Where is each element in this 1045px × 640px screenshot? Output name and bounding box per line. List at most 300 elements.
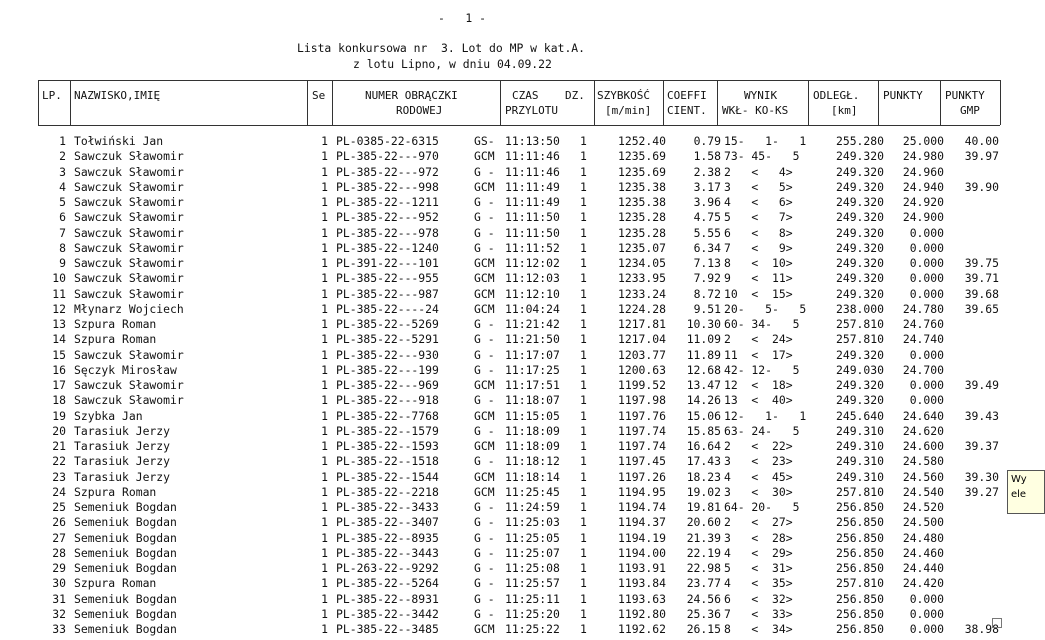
cell-dist: 256.850 xyxy=(835,500,884,514)
cell-ring: PL-385-22---918 xyxy=(336,393,439,408)
cell-pts: 0.000 xyxy=(909,378,944,392)
cell-coef: 3.96 xyxy=(693,195,721,209)
header-time-sub: PRZYLOTU xyxy=(505,104,558,117)
cell-coef: 1.58 xyxy=(693,149,721,164)
cell-wyn: 2 < 24> xyxy=(724,332,793,347)
cell-time: 11:21:50 xyxy=(505,332,560,347)
table-row xyxy=(0,454,1000,469)
cell-mark: G - xyxy=(474,515,495,530)
cell-se: 1 xyxy=(321,240,328,255)
cell-dist: 249.310 xyxy=(835,469,884,484)
cell-coef: 7.92 xyxy=(693,271,721,286)
cell-mark: G - xyxy=(474,195,495,209)
cell-mark: G - xyxy=(474,423,495,438)
cell-se: 1 xyxy=(321,378,328,392)
cell-dz: 1 xyxy=(580,149,587,164)
cell-se: 1 xyxy=(321,423,328,438)
cell-dz: 1 xyxy=(580,347,587,362)
cell-se: 1 xyxy=(321,210,328,225)
cell-coef: 3.17 xyxy=(693,179,721,194)
cell-ring: PL-385-22--5264 xyxy=(336,576,439,591)
cell-lp: 11 xyxy=(52,286,66,301)
cell-name: Tarasiuk Jerzy xyxy=(74,469,171,484)
table-row xyxy=(0,485,1000,500)
page-subtitle: z lotu Lipno, w dniu 04.09.22 xyxy=(353,57,552,71)
cell-dist: 255.280 xyxy=(835,134,884,148)
cell-se: 1 xyxy=(321,149,328,164)
cell-ring: PL-385-22--3433 xyxy=(336,500,439,514)
cell-time: 11:12:03 xyxy=(505,271,560,286)
cell-gmp: 39.37 xyxy=(964,439,999,453)
cell-coef: 11.89 xyxy=(686,347,721,362)
cell-speed: 1235.38 xyxy=(617,179,666,194)
cell-dist: 249.320 xyxy=(835,393,884,408)
cell-name: Sawczuk Sławomir xyxy=(74,195,184,209)
cell-dz: 1 xyxy=(580,286,587,301)
cell-dist: 249.320 xyxy=(835,149,884,164)
cell-dist: 249.320 xyxy=(835,286,884,301)
cell-dz: 1 xyxy=(580,378,587,392)
cell-coef: 7.13 xyxy=(693,256,721,270)
cell-se: 1 xyxy=(321,225,328,240)
cell-mark: G - xyxy=(474,347,495,362)
cell-lp: 9 xyxy=(59,256,66,270)
table-row xyxy=(0,332,1000,347)
cell-coef: 15.06 xyxy=(686,408,721,423)
cell-dist: 256.850 xyxy=(835,545,884,560)
cell-time: 11:11:50 xyxy=(505,210,560,225)
cell-pts: 24.900 xyxy=(902,210,944,225)
cell-name: Semeniuk Bogdan xyxy=(74,622,177,636)
cell-ring: PL-385-22---969 xyxy=(336,378,439,392)
cell-dz: 1 xyxy=(580,225,587,240)
cell-ring: PL-385-22--2218 xyxy=(336,484,439,499)
cell-ring: PL-385-22--1544 xyxy=(336,469,439,484)
table-row xyxy=(0,561,1000,576)
table-row xyxy=(0,470,1000,485)
cell-dz: 1 xyxy=(580,332,587,347)
cell-lp: 18 xyxy=(52,393,66,408)
cell-name: Szpura Roman xyxy=(74,484,157,499)
cell-speed: 1194.19 xyxy=(617,530,666,545)
table-row xyxy=(0,393,1000,408)
cell-gmp: 39.71 xyxy=(964,271,999,286)
cell-dist: 249.320 xyxy=(835,240,884,255)
cell-coef: 4.75 xyxy=(693,210,721,225)
cell-pts: 0.000 xyxy=(909,591,944,606)
cell-se: 1 xyxy=(321,469,328,484)
cell-pts: 0.000 xyxy=(909,225,944,240)
cell-ring: PL-385-22--3407 xyxy=(336,515,439,530)
cell-wyn: 5 < 7> xyxy=(724,210,793,225)
cell-se: 1 xyxy=(321,271,328,286)
col-divider xyxy=(808,80,809,125)
cell-ring: PL-385-22---972 xyxy=(336,164,439,179)
cell-speed: 1252.40 xyxy=(617,134,666,148)
cell-name: Szpura Roman xyxy=(74,332,157,347)
cell-wyn: 9 < 11> xyxy=(724,271,793,286)
cell-time: 11:21:42 xyxy=(505,317,560,331)
header-se: Se xyxy=(312,89,326,102)
cell-dz: 1 xyxy=(580,164,587,179)
cell-dist: 249.320 xyxy=(835,179,884,194)
cell-se: 1 xyxy=(321,439,328,453)
cell-speed: 1203.77 xyxy=(617,347,666,362)
cell-ring: PL-385-22---978 xyxy=(336,225,439,240)
cell-coef: 22.98 xyxy=(686,561,721,575)
cell-coef: 9.51 xyxy=(693,301,721,316)
cell-se: 1 xyxy=(321,500,328,514)
cell-pts: 0.000 xyxy=(909,622,944,636)
cell-time: 11:11:46 xyxy=(505,149,560,164)
cell-mark: GCM xyxy=(474,179,495,194)
cell-wyn: 3 < 28> xyxy=(724,530,793,545)
cell-mark: GCM xyxy=(474,378,495,392)
cell-name: Młynarz Wojciech xyxy=(74,301,184,316)
cell-ring: PL-385-22---998 xyxy=(336,179,439,194)
cell-lp: 17 xyxy=(52,378,66,392)
cell-ring: PL-385-22---952 xyxy=(336,210,439,225)
cell-gmp: 39.68 xyxy=(964,286,999,301)
cell-dist: 256.850 xyxy=(835,606,884,621)
cell-mark: GCM xyxy=(474,301,495,316)
cell-coef: 11.09 xyxy=(686,332,721,347)
cell-wyn: 2 < 4> xyxy=(724,164,793,179)
cell-wyn: 4 < 6> xyxy=(724,195,793,209)
cell-wyn: 6 < 8> xyxy=(724,225,793,240)
cell-pts: 0.000 xyxy=(909,606,944,621)
cell-ring: PL-385-22--1593 xyxy=(336,439,439,453)
cell-name: Tarasiuk Jerzy xyxy=(74,423,171,438)
cell-pts: 0.000 xyxy=(909,393,944,408)
header-gmp-sub: GMP xyxy=(960,104,980,117)
cell-dz: 1 xyxy=(580,454,587,469)
cell-ring: PL-385-22--1211 xyxy=(336,195,439,209)
cell-speed: 1235.07 xyxy=(617,240,666,255)
cell-speed: 1194.95 xyxy=(617,484,666,499)
cell-wyn: 13 < 40> xyxy=(724,393,793,408)
table-row xyxy=(0,317,1000,332)
cell-gmp: 39.49 xyxy=(964,378,999,392)
cell-time: 11:12:10 xyxy=(505,286,560,301)
cell-se: 1 xyxy=(321,134,328,148)
cell-wyn: 8 < 10> xyxy=(724,256,793,270)
table-row xyxy=(0,592,1000,607)
cell-se: 1 xyxy=(321,286,328,301)
cell-ring: PL-385-22--8931 xyxy=(336,591,439,606)
cell-ring: PL-385-22--3485 xyxy=(336,622,439,636)
cell-se: 1 xyxy=(321,408,328,423)
resize-handle[interactable] xyxy=(992,618,1002,628)
cell-lp: 12 xyxy=(52,301,66,316)
table-row xyxy=(0,134,1000,149)
cell-se: 1 xyxy=(321,317,328,331)
cell-mark: G - xyxy=(474,545,495,560)
cell-se: 1 xyxy=(321,561,328,575)
cell-wyn: 64- 20- 5 xyxy=(724,500,800,514)
tooltip-line: Wy xyxy=(1011,474,1027,485)
cell-gmp: 39.43 xyxy=(964,408,999,423)
cell-name: Semeniuk Bogdan xyxy=(74,545,177,560)
cell-wyn: 8 < 34> xyxy=(724,622,793,636)
cell-speed: 1194.00 xyxy=(617,545,666,560)
cell-pts: 24.440 xyxy=(902,561,944,575)
cell-pts: 24.760 xyxy=(902,317,944,331)
cell-speed: 1235.28 xyxy=(617,210,666,225)
cell-lp: 26 xyxy=(52,515,66,530)
cell-wyn: 2 < 27> xyxy=(724,515,793,530)
cell-lp: 22 xyxy=(52,454,66,469)
header-result: WYNIK xyxy=(744,89,778,102)
cell-lp: 16 xyxy=(52,362,66,377)
cell-name: Sawczuk Sławomir xyxy=(74,378,184,392)
cell-pts: 24.580 xyxy=(902,454,944,469)
cell-wyn: 4 < 35> xyxy=(724,576,793,591)
cell-mark: GCM xyxy=(474,622,495,636)
cell-dist: 249.320 xyxy=(835,378,884,392)
cell-mark: G - xyxy=(474,164,495,179)
cell-name: Sawczuk Sławomir xyxy=(74,393,184,408)
cell-wyn: 3 < 5> xyxy=(724,179,793,194)
cell-speed: 1217.04 xyxy=(617,332,666,347)
table-row xyxy=(0,378,1000,393)
tooltip-line: ele xyxy=(1011,489,1027,500)
cell-se: 1 xyxy=(321,576,328,591)
cell-coef: 10.30 xyxy=(686,317,721,331)
cell-mark: GCM xyxy=(474,484,495,499)
cell-wyn: 6 < 32> xyxy=(724,591,793,606)
cell-se: 1 xyxy=(321,484,328,499)
cell-speed: 1199.52 xyxy=(617,378,666,392)
cell-dist: 249.320 xyxy=(835,347,884,362)
header-ring-sub: RODOWEJ xyxy=(396,104,443,117)
cell-se: 1 xyxy=(321,256,328,270)
cell-dz: 1 xyxy=(580,317,587,331)
cell-dz: 1 xyxy=(580,179,587,194)
cell-pts: 24.960 xyxy=(902,164,944,179)
header-gmp: PUNKTY xyxy=(945,89,985,102)
cell-speed: 1193.91 xyxy=(617,561,666,575)
cell-pts: 24.740 xyxy=(902,332,944,347)
cell-ring: PL-385-22---970 xyxy=(336,149,439,164)
cell-name: Semeniuk Bogdan xyxy=(74,606,177,621)
cell-time: 11:25:08 xyxy=(505,561,560,575)
cell-time: 11:11:52 xyxy=(505,240,560,255)
cell-coef: 22.19 xyxy=(686,545,721,560)
cell-name: Semeniuk Bogdan xyxy=(74,515,177,530)
cell-time: 11:11:50 xyxy=(505,225,560,240)
cell-lp: 6 xyxy=(59,210,66,225)
cell-dz: 1 xyxy=(580,515,587,530)
cell-time: 11:18:12 xyxy=(505,454,560,469)
cell-mark: G - xyxy=(474,332,495,347)
cell-speed: 1235.69 xyxy=(617,149,666,164)
cell-pts: 24.600 xyxy=(902,439,944,453)
table-row xyxy=(0,515,1000,530)
table-row xyxy=(0,622,1000,637)
cell-gmp: 39.30 xyxy=(964,469,999,484)
table-row xyxy=(0,302,1000,317)
table-row xyxy=(0,607,1000,622)
cell-dist: 249.320 xyxy=(835,271,884,286)
cell-lp: 32 xyxy=(52,606,66,621)
col-divider xyxy=(307,80,308,125)
tooltip xyxy=(1007,470,1045,514)
cell-dz: 1 xyxy=(580,423,587,438)
cell-mark: GCM xyxy=(474,286,495,301)
cell-mark: G - xyxy=(474,576,495,591)
cell-dz: 1 xyxy=(580,484,587,499)
cell-time: 11:25:45 xyxy=(505,484,560,499)
header-speed: SZYBKOŚĆ xyxy=(597,89,650,102)
cell-gmp: 38.98 xyxy=(964,622,999,636)
cell-dist: 249.320 xyxy=(835,195,884,209)
cell-speed: 1235.69 xyxy=(617,164,666,179)
cell-pts: 25.000 xyxy=(902,134,944,148)
cell-dz: 1 xyxy=(580,256,587,270)
cell-coef: 23.77 xyxy=(686,576,721,591)
cell-dz: 1 xyxy=(580,576,587,591)
cell-ring: PL-385-22--5291 xyxy=(336,332,439,347)
table-row xyxy=(0,195,1000,210)
cell-dist: 257.810 xyxy=(835,484,884,499)
cell-name: Semeniuk Bogdan xyxy=(74,530,177,545)
cell-dist: 256.850 xyxy=(835,622,884,636)
cell-pts: 24.920 xyxy=(902,195,944,209)
cell-speed: 1235.28 xyxy=(617,225,666,240)
header-distance: ODLEGŁ. xyxy=(813,89,860,102)
col-divider xyxy=(940,80,941,125)
cell-name: Sawczuk Sławomir xyxy=(74,271,184,286)
cell-wyn: 15- 1- 1 xyxy=(724,134,807,148)
cell-se: 1 xyxy=(321,195,328,209)
header-ring: NUMER OBRĄCZKI xyxy=(365,89,458,102)
cell-pts: 24.560 xyxy=(902,469,944,484)
table-row xyxy=(0,256,1000,271)
header-coef: COEFFI xyxy=(667,89,707,102)
cell-mark: GS- xyxy=(474,134,495,148)
header-speed-sub: [m/min] xyxy=(605,104,652,117)
cell-dz: 1 xyxy=(580,439,587,453)
cell-name: Sawczuk Sławomir xyxy=(74,240,184,255)
cell-se: 1 xyxy=(321,606,328,621)
cell-coef: 13.47 xyxy=(686,378,721,392)
cell-gmp: 40.00 xyxy=(964,134,999,148)
cell-name: Sawczuk Sławomir xyxy=(74,225,184,240)
cell-coef: 25.36 xyxy=(686,606,721,621)
cell-mark: G - xyxy=(474,317,495,331)
page-number: - 1 - xyxy=(438,11,487,25)
cell-pts: 24.620 xyxy=(902,423,944,438)
cell-lp: 15 xyxy=(52,347,66,362)
cell-ring: PL-385-22---930 xyxy=(336,347,439,362)
table-row xyxy=(0,424,1000,439)
table-row xyxy=(0,271,1000,286)
cell-se: 1 xyxy=(321,362,328,377)
cell-wyn: 63- 24- 5 xyxy=(724,423,800,438)
cell-se: 1 xyxy=(321,622,328,636)
cell-lp: 2 xyxy=(59,149,66,164)
cell-se: 1 xyxy=(321,545,328,560)
cell-lp: 24 xyxy=(52,484,66,499)
cell-speed: 1197.74 xyxy=(617,423,666,438)
cell-wyn: 10 < 15> xyxy=(724,286,793,301)
cell-ring: PL-0385-22-6315 xyxy=(336,134,439,148)
table-row xyxy=(0,409,1000,424)
cell-time: 11:18:07 xyxy=(505,393,560,408)
cell-time: 11:13:50 xyxy=(505,134,560,148)
cell-wyn: 11 < 17> xyxy=(724,347,793,362)
cell-coef: 26.15 xyxy=(686,622,721,636)
cell-time: 11:17:07 xyxy=(505,347,560,362)
cell-dist: 256.850 xyxy=(835,530,884,545)
cell-lp: 3 xyxy=(59,164,66,179)
cell-lp: 20 xyxy=(52,423,66,438)
cell-mark: GCM xyxy=(474,408,495,423)
cell-lp: 7 xyxy=(59,225,66,240)
cell-ring: PL-385-22--5269 xyxy=(336,317,439,331)
cell-speed: 1197.76 xyxy=(617,408,666,423)
table-row xyxy=(0,226,1000,241)
cell-pts: 24.700 xyxy=(902,362,944,377)
table-row xyxy=(0,180,1000,195)
cell-coef: 15.85 xyxy=(686,423,721,438)
cell-lp: 8 xyxy=(59,240,66,255)
cell-coef: 2.38 xyxy=(693,164,721,179)
col-divider xyxy=(70,80,71,125)
cell-wyn: 12 < 18> xyxy=(724,378,793,392)
cell-mark: G - xyxy=(474,561,495,575)
table-row xyxy=(0,576,1000,591)
col-divider xyxy=(38,80,39,125)
table-row xyxy=(0,439,1000,454)
cell-dist: 257.810 xyxy=(835,332,884,347)
cell-speed: 1233.95 xyxy=(617,271,666,286)
cell-dist: 256.850 xyxy=(835,591,884,606)
cell-time: 11:18:14 xyxy=(505,469,560,484)
cell-coef: 8.72 xyxy=(693,286,721,301)
cell-name: Tarasiuk Jerzy xyxy=(74,439,171,453)
cell-ring: PL-385-22--1240 xyxy=(336,240,439,255)
cell-wyn: 12- 1- 1 xyxy=(724,408,807,423)
cell-coef: 24.56 xyxy=(686,591,721,606)
cell-speed: 1192.80 xyxy=(617,606,666,621)
cell-time: 11:17:51 xyxy=(505,378,560,392)
cell-mark: GCM xyxy=(474,256,495,270)
page-title: Lista konkursowa nr 3. Lot do MP w kat.A. xyxy=(297,41,586,55)
cell-wyn: 20- 5- 5 xyxy=(724,301,807,316)
cell-dist: 256.850 xyxy=(835,515,884,530)
cell-coef: 19.81 xyxy=(686,500,721,514)
cell-lp: 21 xyxy=(52,439,66,453)
cell-coef: 0.79 xyxy=(693,134,721,148)
cell-wyn: 2 < 22> xyxy=(724,439,793,453)
cell-coef: 17.43 xyxy=(686,454,721,469)
cell-speed: 1194.37 xyxy=(617,515,666,530)
cell-speed: 1194.74 xyxy=(617,500,666,514)
cell-name: Sawczuk Sławomir xyxy=(74,256,184,270)
cell-coef: 20.60 xyxy=(686,515,721,530)
header-distance-sub: [km] xyxy=(831,104,858,117)
cell-se: 1 xyxy=(321,164,328,179)
cell-wyn: 42- 12- 5 xyxy=(724,362,800,377)
cell-dz: 1 xyxy=(580,530,587,545)
cell-speed: 1197.26 xyxy=(617,469,666,484)
cell-speed: 1193.84 xyxy=(617,576,666,591)
cell-se: 1 xyxy=(321,347,328,362)
cell-dist: 249.320 xyxy=(835,256,884,270)
cell-se: 1 xyxy=(321,591,328,606)
